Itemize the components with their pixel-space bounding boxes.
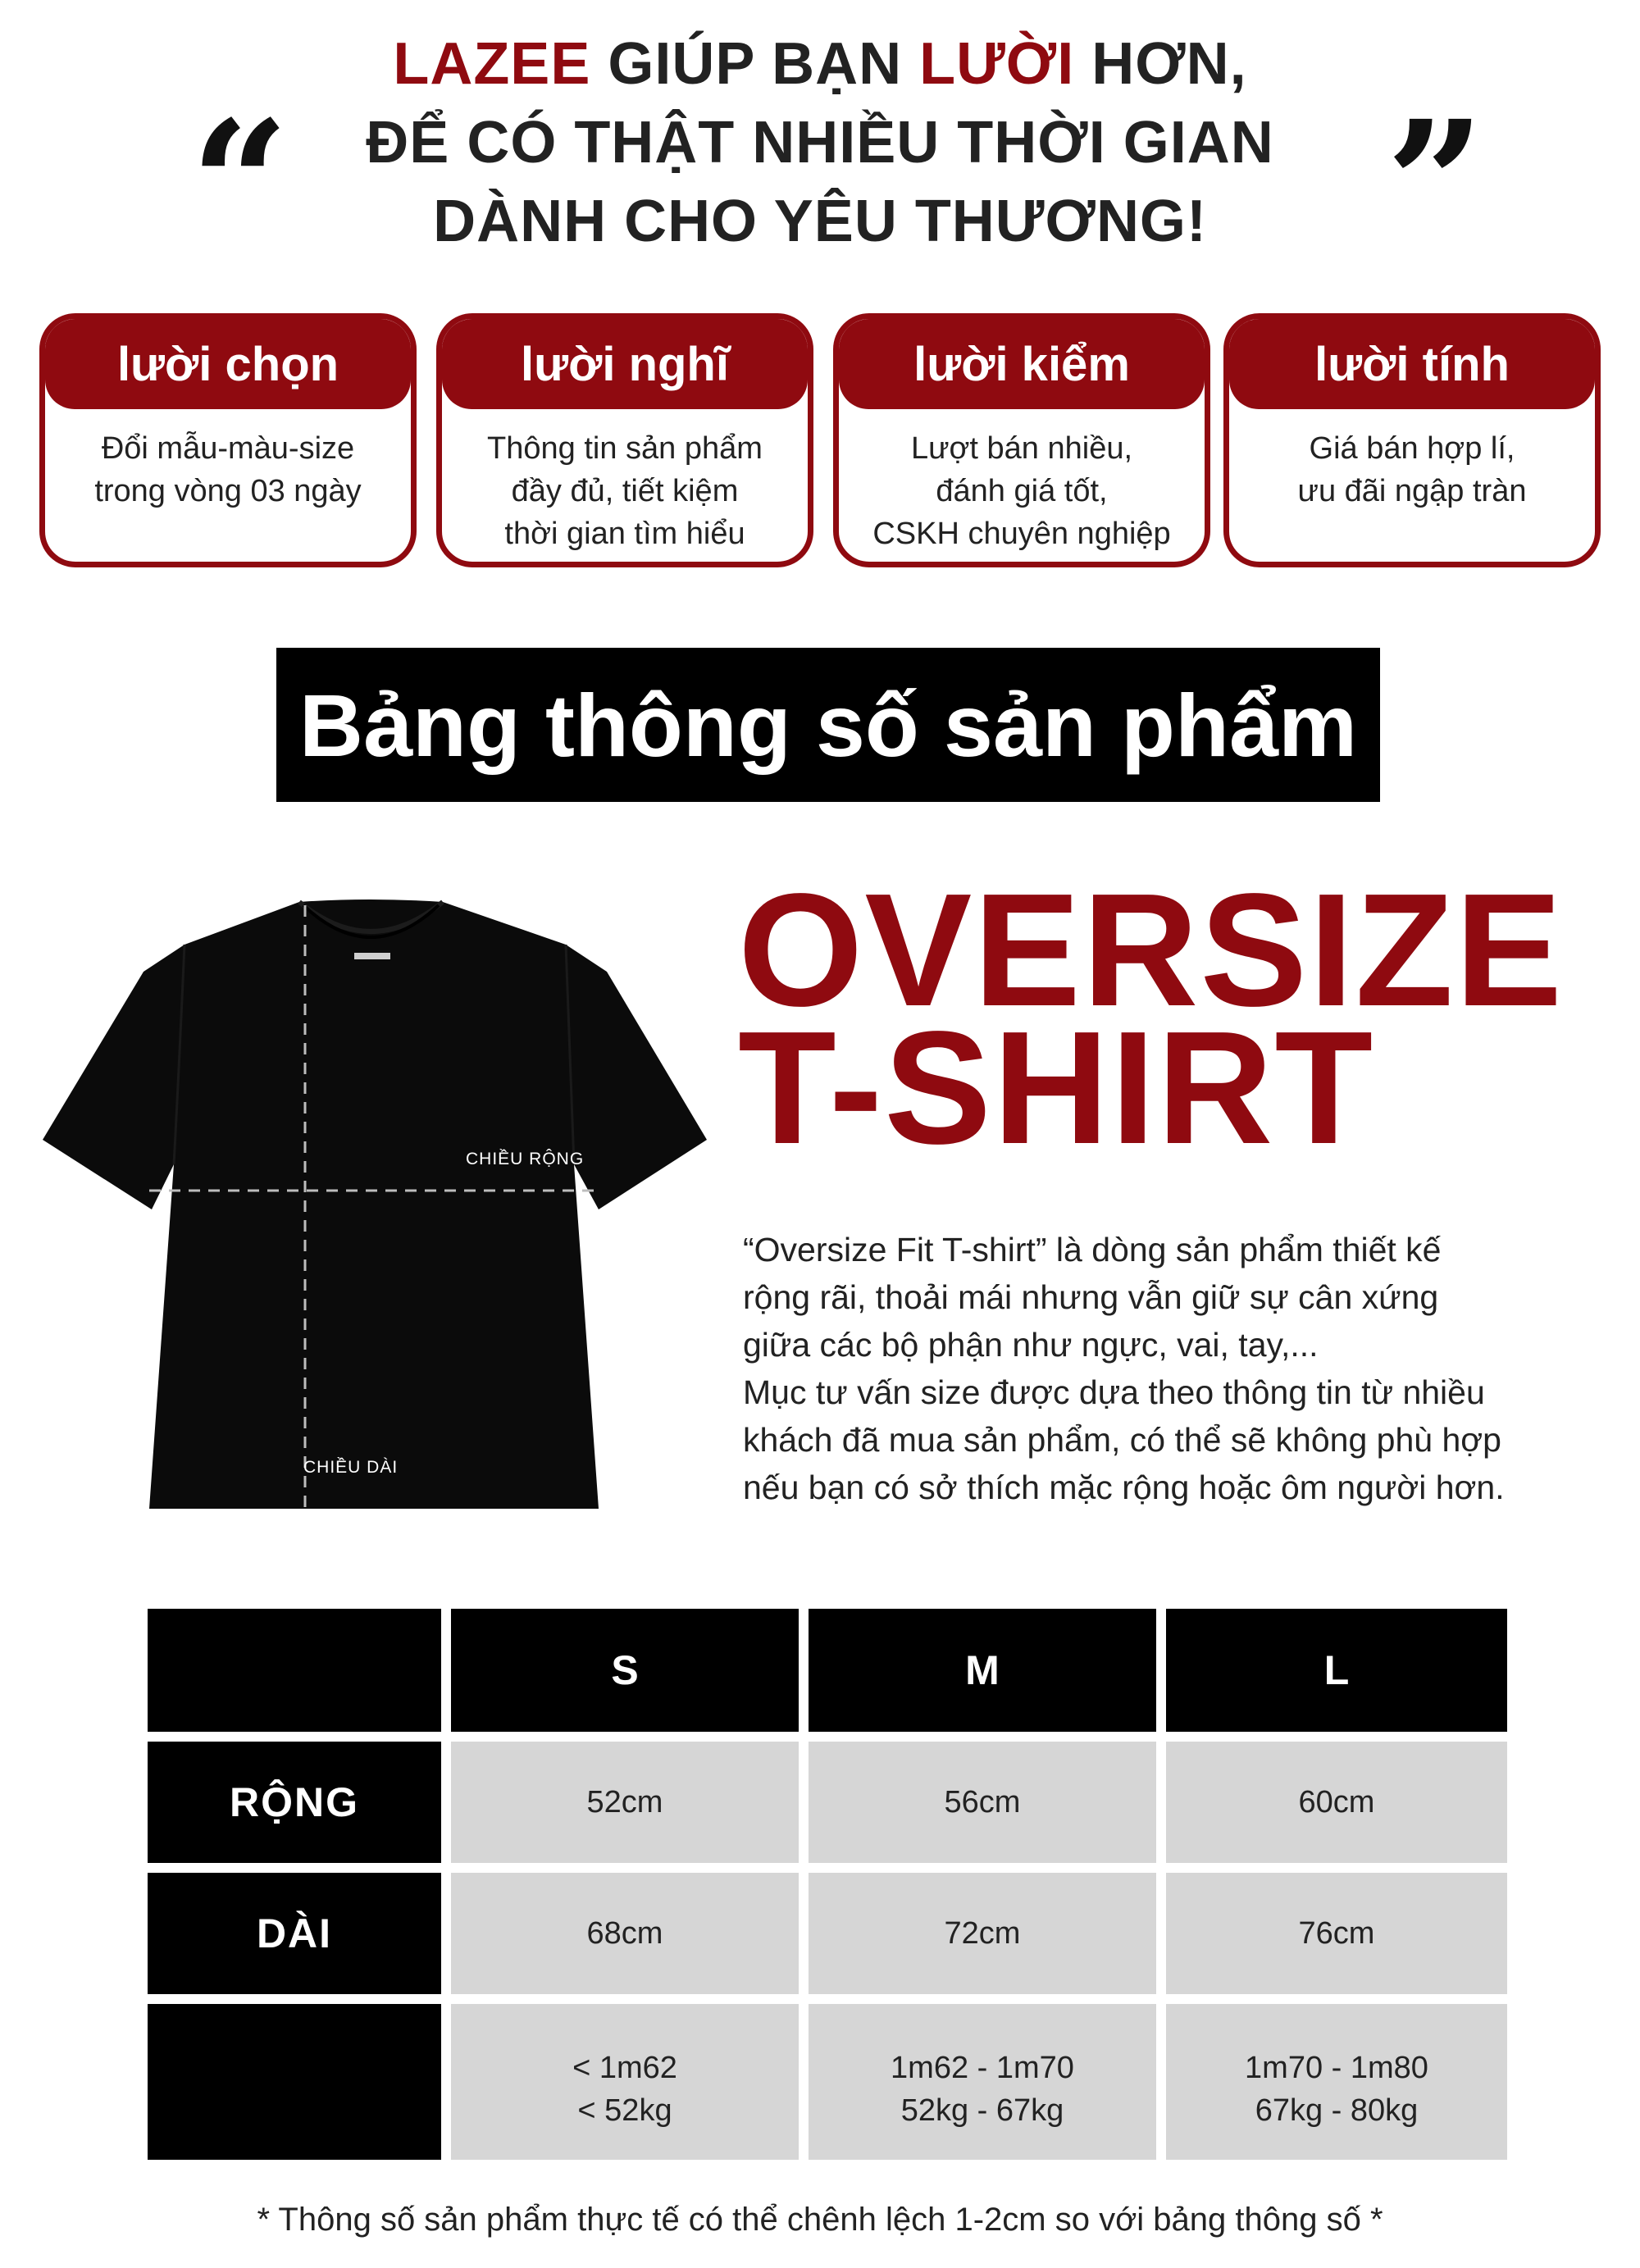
slogan-highlight: LƯỜI: [919, 31, 1075, 97]
row-label-body: [148, 2004, 441, 2160]
table-cell: < 1m62 < 52kg: [451, 2004, 799, 2160]
row-label-width: RỘNG: [148, 1742, 441, 1863]
table-header-row: [148, 1609, 1507, 1732]
feature-cards: [39, 313, 1601, 567]
slogan-line-3: DÀNH CHO YÊU THƯƠNG!: [433, 189, 1207, 254]
feature-card: [436, 313, 813, 567]
feature-card-title: lười tính: [1229, 319, 1595, 409]
width-measure-label: CHIỀU RỘNG: [466, 1150, 585, 1168]
size-header-l: L: [1166, 1609, 1507, 1732]
row-label-length: DÀI: [148, 1873, 441, 1994]
close-quote-icon: ”: [1386, 83, 1485, 285]
table-cell: 76cm: [1166, 1873, 1507, 1994]
table-cell: 60cm: [1166, 1742, 1507, 1863]
open-quote-icon: “: [190, 83, 289, 285]
size-header-m: M: [809, 1609, 1156, 1732]
product-description: “Oversize Fit T-shirt” là dòng sản phẩm thiết kế rộng rãi, thoải mái nhưng vẫn giữ sự cân xứng giữa các bộ phận như ngực, vai, tay,... Mục tư vấn size được dựa theo thông tin từ nhiều khách đã mua sản phẩm, có thể sẽ không phù hợp nếu bạn có sở thích mặc rộng hoặc ôm người hơn.: [743, 1231, 1505, 1506]
table-row: [148, 1742, 1507, 1863]
feature-card-title: lười nghĩ: [442, 319, 808, 409]
product-title-line-1: OVERSIZE: [738, 860, 1565, 1040]
section-title: Bảng thông số sản phẩm: [276, 648, 1380, 802]
slogan-line-1-end: HƠN,: [1074, 31, 1247, 97]
table-cell: 1m70 - 1m80 67kg - 80kg: [1166, 2004, 1507, 2160]
table-row: [148, 1873, 1507, 1994]
feature-card: [833, 313, 1210, 567]
feature-card: [1223, 313, 1601, 567]
tshirt-illustration: [33, 894, 713, 1517]
footnote: * Thông số sản phẩm thực tế có thể chênh lệch 1-2cm so với bảng thông số *: [257, 2202, 1383, 2238]
feature-card-text: Đổi mẫu-màu-size trong vòng 03 ngày: [94, 431, 362, 508]
table-cell: 1m62 - 1m70 52kg - 67kg: [809, 2004, 1156, 2160]
size-header-s: S: [451, 1609, 799, 1732]
tshirt-icon: [33, 894, 713, 1517]
feature-card: [39, 313, 417, 567]
length-measure-label: CHIỀU DÀI: [303, 1458, 399, 1477]
brand-name: LAZEE: [393, 31, 591, 97]
slogan-line-2: ĐỂ CÓ THẬT NHIỀU THỜI GIAN: [366, 110, 1274, 175]
table-cell: 56cm: [809, 1742, 1156, 1863]
feature-card-text: Lượt bán nhiều, đánh giá tốt, CSKH chuyên nghiệp: [872, 431, 1171, 551]
table-cell: 52cm: [451, 1742, 799, 1863]
table-row: [148, 2004, 1507, 2160]
feature-card-text: Giá bán hợp lí, ưu đãi ngập tràn: [1297, 431, 1527, 508]
product-title: [738, 860, 1565, 1177]
feature-card-title: lười chọn: [45, 319, 411, 409]
product-title-line-2: T-SHIRT: [738, 998, 1375, 1177]
table-corner-cell: [148, 1609, 441, 1732]
slogan-line-1-mid: GIÚP BẠN: [590, 31, 920, 97]
feature-card-title: lười kiểm: [839, 319, 1205, 409]
table-cell: 72cm: [809, 1873, 1156, 1994]
table-cell: 68cm: [451, 1873, 799, 1994]
feature-card-text: Thông tin sản phẩm đầy đủ, tiết kiệm thời gian tìm hiểu: [487, 431, 763, 551]
